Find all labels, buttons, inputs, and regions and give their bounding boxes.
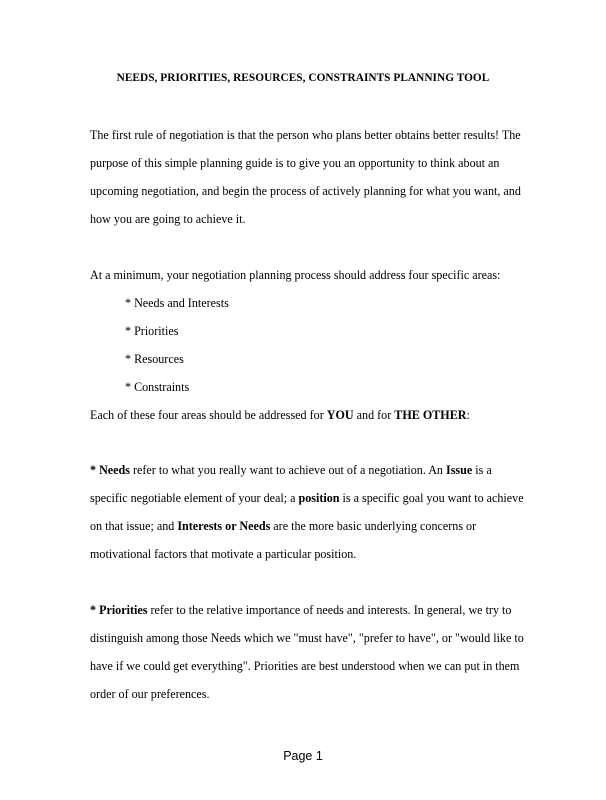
- text-run: and for: [353, 408, 395, 422]
- text-run: refer to the relative importance of needs and interests. In general, we try to: [147, 603, 512, 617]
- interests-term: Interests or Needs: [177, 519, 271, 533]
- page-title: NEEDS, PRIORITIES, RESOURCES, CONSTRAINTS PLANNING TOOL: [116, 72, 490, 84]
- text-run: is a: [472, 463, 492, 477]
- needs-line-4: motivational factors that motivate a particular position.: [90, 547, 357, 561]
- text-run: :: [466, 408, 470, 422]
- position-term: position: [298, 491, 340, 505]
- text-run: refer to what you really want to achieve out of a negotiation. An: [129, 463, 446, 477]
- needs-line-3: [90, 519, 476, 534]
- needs-line-2: [90, 491, 524, 506]
- list-item: * Constraints: [125, 380, 190, 394]
- intro-line-4: how you are going to achieve it.: [90, 212, 246, 226]
- list-item: * Resources: [125, 352, 184, 366]
- text-run: Each of these four areas should be addressed for: [90, 408, 327, 422]
- text-run: are the more basic underlying concerns or: [270, 519, 477, 533]
- priorities-line-4: order of our preferences.: [90, 687, 210, 701]
- you-term: YOU: [326, 408, 354, 422]
- needs-heading: * Needs: [90, 463, 130, 477]
- list-item: * Priorities: [125, 324, 179, 338]
- text-run: specific negotiable element of your deal; a: [90, 491, 299, 505]
- intro-line-2: purpose of this simple planning guide is to give you an opportunity to think about an: [90, 156, 500, 170]
- other-term: THE OTHER: [394, 408, 467, 422]
- issue-term: Issue: [446, 463, 473, 477]
- text-run: is a specific goal you want to achieve: [339, 491, 524, 505]
- intro-line-1: The first rule of negotiation is that the person who plans better obtains better results! The: [90, 128, 521, 142]
- priorities-line-1: [90, 603, 511, 618]
- intro-line-3: upcoming negotiation, and begin the process of actively planning for what you want, and: [90, 184, 521, 198]
- priorities-heading: * Priorities: [90, 603, 148, 617]
- needs-line-1: [90, 463, 492, 478]
- list-item: * Needs and Interests: [125, 296, 229, 310]
- page-number: Page 1: [283, 749, 323, 763]
- priorities-line-3: have if we could get everything". Priorities are best understood when we can put in them: [90, 659, 520, 673]
- text-run: on that issue; and: [90, 519, 178, 533]
- minimum-line: At a minimum, your negotiation planning process should address four specific areas:: [90, 268, 501, 282]
- priorities-line-2: distinguish among those Needs which we "must have", "prefer to have", or "would like to: [90, 631, 524, 645]
- each-area-line: [90, 408, 470, 423]
